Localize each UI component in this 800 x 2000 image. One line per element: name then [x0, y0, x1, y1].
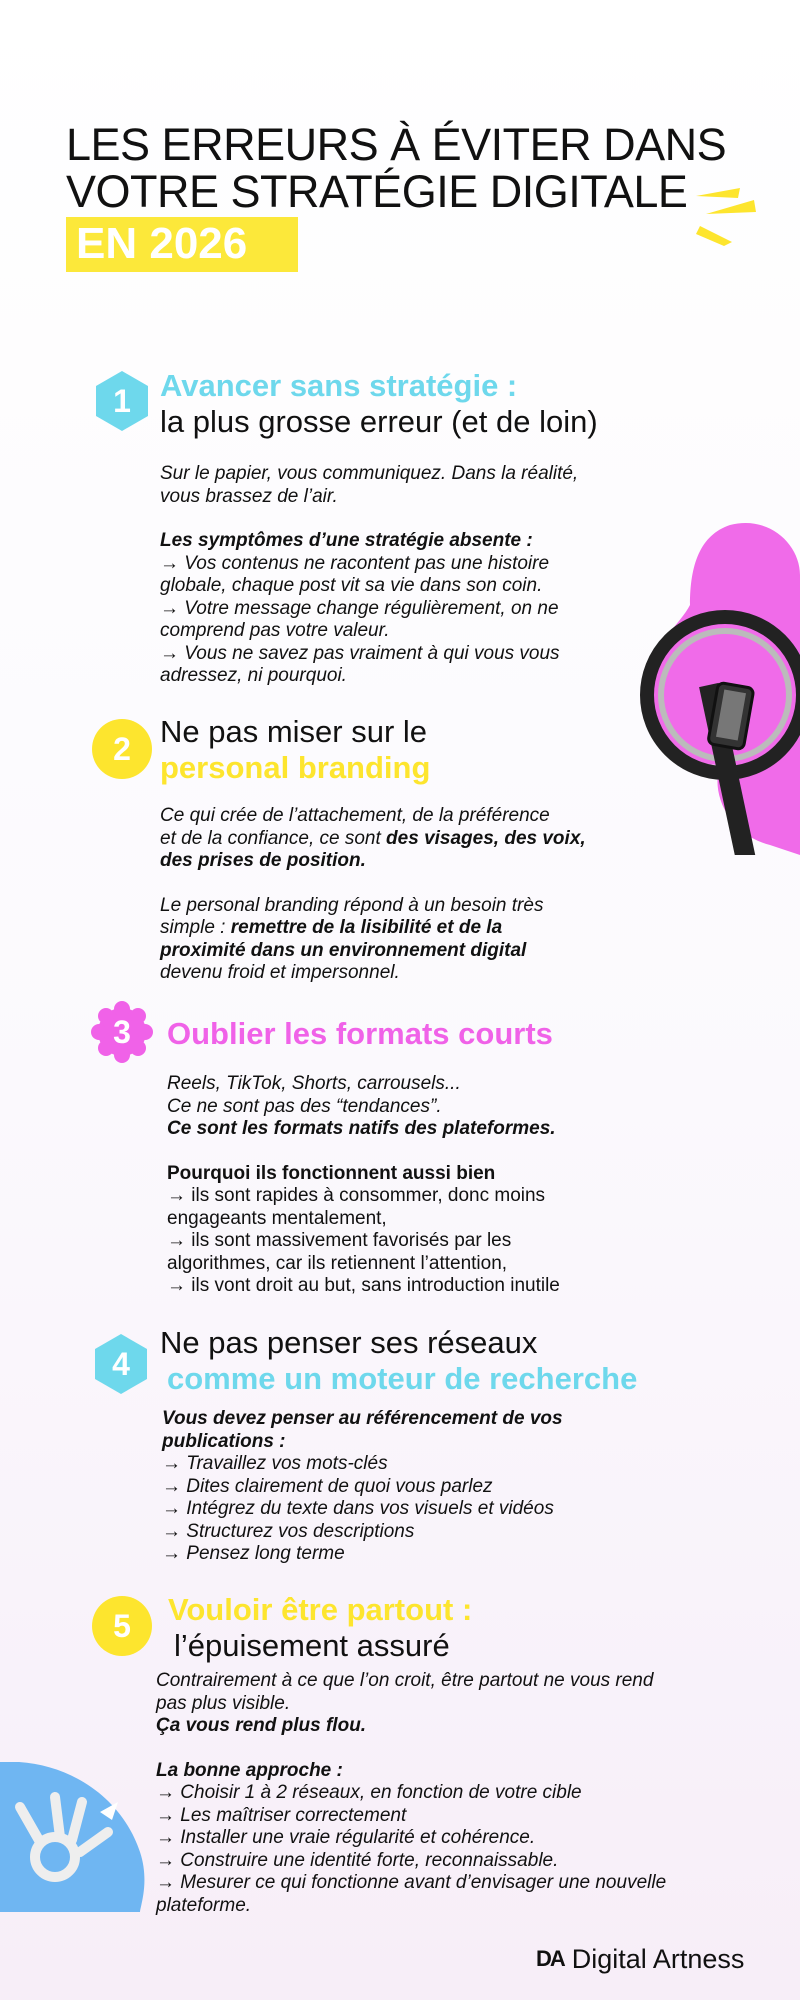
page-title-line-1: LES ERREURS À ÉVITER DANS: [66, 119, 727, 170]
hand-illustration: [0, 1762, 150, 1912]
section-4-number-badge: 4: [89, 1332, 153, 1396]
section-2-title-highlight: personal branding: [160, 750, 431, 785]
section-2-number-badge: 2: [90, 717, 154, 781]
section-2-body: Ce qui crée de l’attachement, de la préférence et de la confiance, ce sont des visages, des voix, des prises de position. Le personal branding répond à un besoin très simple : remettre de la lisibilité et de la proximité dans un environnement digital devenu froid et impersonnel.: [160, 805, 586, 983]
section-3-title-highlight: Oublier les formats courts: [167, 1016, 553, 1051]
section-4-title-rest: Ne pas penser ses réseaux: [160, 1325, 538, 1360]
year-badge: [66, 217, 298, 272]
section-1-body: Sur le papier, vous communiquez. Dans la réalité, vous brassez de l’air. Les symptômes d’une stratégie absente : → Vos contenus ne racontent pas une histoire globale, chaque post vit sa vie dans son coin. → Votre message change régulièrement, on ne comprend pas votre valeur. → Vous ne savez pas vraiment à qui vous vous adressez, ni pourquoi.: [160, 463, 579, 686]
section-3-number-badge: 3: [90, 1000, 154, 1064]
section-4-title-highlight: comme un moteur de recherche: [167, 1361, 638, 1396]
brand-logo-mark: DA: [536, 1946, 564, 1971]
sparkle-icon: [692, 186, 762, 246]
section-4-body: Vous devez penser au référencement de vos publications : → Travaillez vos mots-clés → Dites clairement de quoi vous parlez → Intégrez du texte dans vos visuels et vidéos → Structurez vos descriptions → Pensez long terme: [162, 1408, 563, 1564]
section-2-title-rest: Ne pas miser sur le: [160, 714, 428, 749]
section-1-title-rest: la plus grosse erreur (et de loin): [160, 404, 598, 439]
section-5-number-badge: 5: [90, 1594, 154, 1658]
section-1-title-highlight: Avancer sans stratégie :: [160, 368, 518, 403]
section-1-number-badge: 1: [90, 369, 154, 433]
brand-logo[interactable]: [536, 1944, 744, 1975]
page-title-line-2: VOTRE STRATÉGIE DIGITALE: [66, 166, 688, 217]
section-3-body: Reels, TikTok, Shorts, carrousels... Ce ne sont pas des “tendances”. Ce sont les formats natifs des plateformes. Pourquoi ils fonctionnent aussi bien → ils sont rapides à consommer, donc moins engageants mentalement, → ils sont massivement favorisés par les algorithmes, car ils retiennent l’attention, → ils vont droit au but, sans introduction inutile: [167, 1073, 560, 1296]
brand-logo-text: Digital Artness: [571, 1944, 745, 1974]
year-badge-label: EN 2026: [76, 219, 248, 268]
section-5-title-highlight: Vouloir être partout :: [168, 1592, 473, 1627]
section-5-title-rest: l’épuisement assuré: [174, 1628, 450, 1663]
ring-light-illustration: [620, 515, 800, 855]
section-5-body: Contrairement à ce que l’on croit, être partout ne vous rend pas plus visible. Ça vous rend plus flou. La bonne approche : → Choisir 1 à 2 réseaux, en fonction de votre cible → Les maîtriser correctement → Installer une vraie régularité et cohérence. → Construire une identité forte, reconnaissable. → Mesurer ce qui fonctionne avant d’envisager une nouvelle plateforme.: [156, 1670, 667, 1916]
